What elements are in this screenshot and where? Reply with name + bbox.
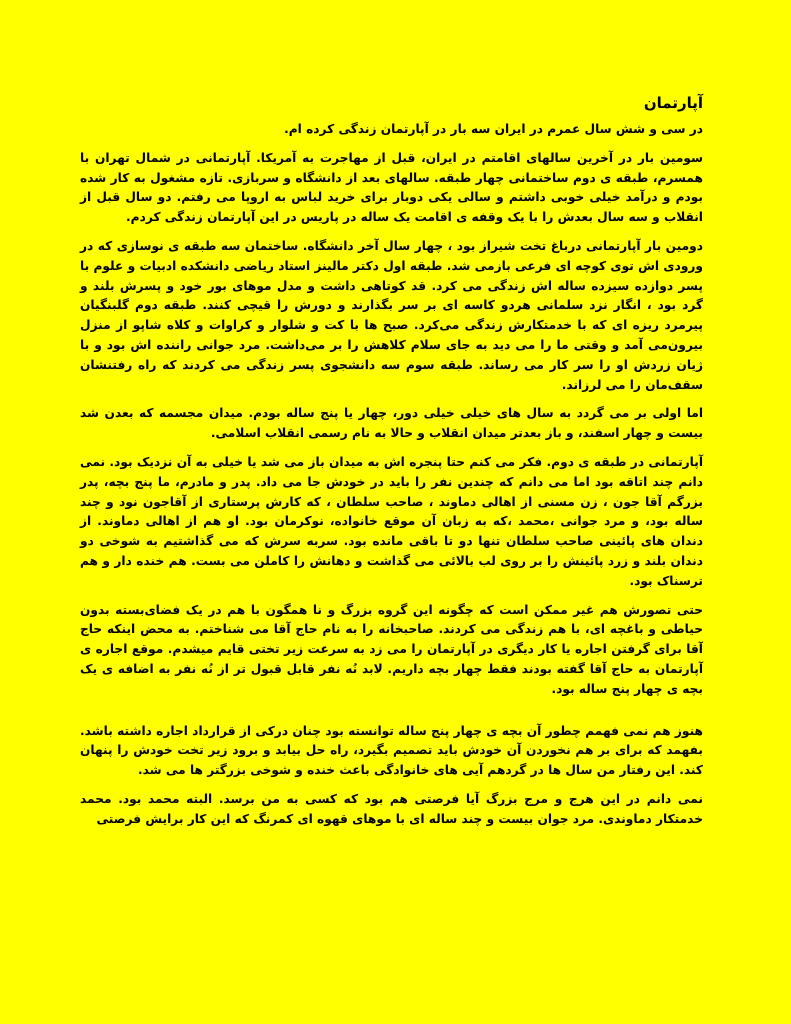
paragraph-8: نمی دانم در این هرج و مرج بزرگ آیا فرصتی هم بود که کسی به من برسد. البته محمد بود. محمد خدمتکار دماوندی. مرد جوان بیست و چند ساله ای با موهای قهوه ای کمرنگ که این کار برایش فرصتی [80, 791, 703, 826]
paragraph-7: هنوز هم نمی فهمم چطور آن بچه ی چهار پنج ساله توانسته بود چنان درکی از قرارداد اجاره داشته باشد. بفهمد که برای بر هم نخوردن آن خودش باید تصمیم بگیرد، راه حل بیابد و برود زیر تخت خودش را پنهان کند. این رفتار من سال ها در گردهم آیی های خانوادگی باعث خنده و شوخی بزرگتر ها می شد. [80, 723, 703, 778]
paragraph-2: سومین بار در آخرین سالهای اقامتم در ایران، قبل از مهاجرت به آمریکا. آپارتمانی در شمال تهران با همسرم، طبقه ی دوم ساختمانی چهار طبقه. سالهای بعد از دانشگاه و سربازی. تازه مشغول به کار شده بودم و درآمد خیلی خوبی داشتم و سالی یکی دوبار برای خرید لباس به اروپا می رفتم. دو سال قبل از انقلاب و سه سال بعدش را با یک وقفه ی اقامت یک ساله در پاریس در این آپارتمان زندگی کردم. [80, 150, 703, 225]
document-title: آپارتمان [643, 94, 703, 112]
paragraph-5: آپارتمانی در طبقه ی دوم. فکر می کنم حتا پنجره اش به میدان باز می شد یا خیلی به آن نزدیک بود. نمی دانم چند اتاقه بود اما می دانم که چندین نفر را باید در خودش جا می داد. پدر و مادرم، ما پنج بچه، پدر بزرگم آقا جون ، زن مسنی از اهالی دماوند ، صاحب سلطان ، که کارش پرستاری از آقاجون نود و چند ساله بود، و مرد جوانی ،محمد ،که به زبان آن موقع خانواده، نوکرمان بود. او هم از اهالی دماوند. از دندان های پائینی صاحب سلطان تنها دو تا باقی مانده بود. سربه سرش که می گذاشتیم به شوخی دو دندان بلند و زرد پائینش را بر روی لب بالائی می گذاشت و دهانش را کاملن می بست. هم خنده دار و هم ترسناک بود. [80, 454, 703, 588]
paragraph-6: حتی تصورش هم غیر ممکن است که چگونه این گروه بزرگ و نا همگون با هم در یک فضای‌بسته بدون حیاطی و باغچه ای، با هم زندگی می کردند. صاحبخانه را به نام حاج آقا می شناختم. به محض اینکه حاج آقا برای گرفتن اجاره یا کار دیگری در آپارتمان را می زد به سرعت زیر تختی قایم میشدم. موقع اجاره ی آپارتمان به حاج آقا گفته بودند فقط چهار بچه داریم. لابد نُه نفر قابل قبول تر از نُه نفر به اضافه ی یک بچه ی چهار پنج ساله بود. [80, 602, 703, 696]
paragraph-3: دومین بار آپارتمانی درباغ تخت شیراز بود ، چهار سال آخر دانشگاه. ساختمان سه طبقه ی نوسازی که در ورودی اش توی کوچه ای فرعی بازمی شد. طبقه اول دکتر مالینز استاد ریاضی دانشکده ادبیات و علوم با پسر دوازده سیزده ساله اش زندگی می کرد. قد کوتاهی داشت و مدل موهای بور خود و پسرش بلند و گرد بود ، انگار نزد سلمانی هردو کاسه ای بر سر بگذارند و دورش را قیچی کنند. طبقه دوم گلبنگیان پیرمرد ریزه ای که با خدمتکارش زندگی می‌کرد. صبح ها با کت و شلوار و کراوات و کلاه شاپو از منزل بیرون‌می آمد و وقتی ما را می دید به جای سلام کلاهش را بر می‌داشت. مرد جوانی راننده اش بود و با ژیان زردش او را سر کار می رساند. طبقه سوم سه دانشجوی پسر زندگی می کردند که راه رفتنشان سقف‌مان را می لرزاند. [80, 238, 703, 392]
paragraph-1: در سی و شش سال عمرم در ایران سه بار در آپارتمان زندگی کرده ام. [284, 122, 703, 136]
paragraph-4: اما اولی بر می گردد به سال های خیلی خیلی دور، چهار یا پنج ساله بودم. میدان مجسمه که بعدن شد بیست و چهار اسفند، و باز بعدتر میدان انقلاب و حالا به نام رسمی انقلاب اسلامی. [80, 406, 703, 441]
